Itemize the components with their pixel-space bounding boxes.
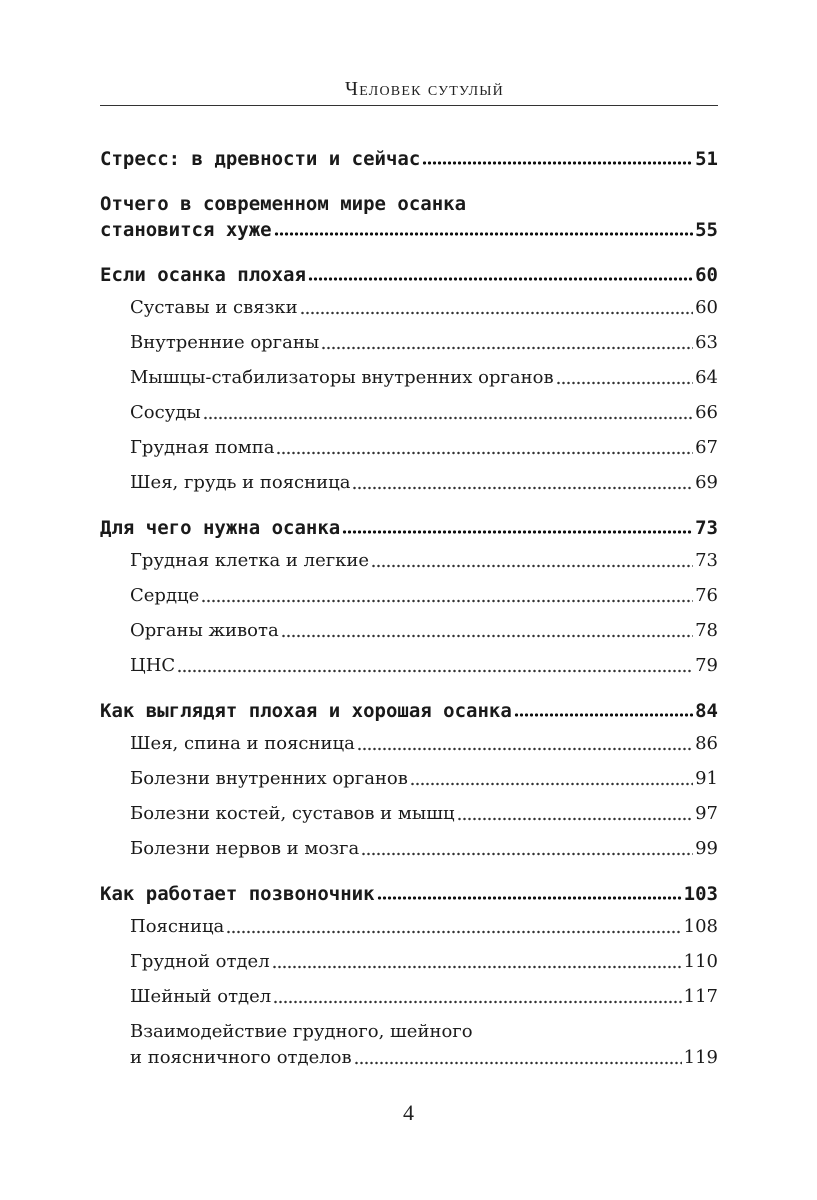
dot-leader (352, 486, 693, 490)
toc-entry-page: 64 (695, 367, 718, 388)
dot-leader (276, 451, 693, 455)
toc-entry-page: 99 (695, 838, 718, 859)
toc-entry-page: 84 (695, 700, 718, 722)
toc-section-entry (100, 470, 718, 496)
toc-entry-title: Болезни костей, суставов и мышц (130, 803, 455, 824)
dot-leader (556, 381, 693, 385)
toc-entry-title: Грудная клетка и легкие (130, 550, 370, 571)
toc-entry-title: Сердце (130, 585, 200, 606)
toc-chapter-entry (100, 146, 718, 172)
toc-entry-page: 97 (695, 803, 718, 824)
toc-chapter-entry (100, 262, 718, 288)
table-of-contents (100, 140, 718, 1071)
toc-entry-title: Шея, грудь и поясница (130, 472, 351, 493)
toc-entry-title: Как выглядят плохая и хорошая осанка (100, 700, 512, 722)
toc-chapter-entry (100, 515, 718, 541)
toc-entry-title: Суставы и связки (130, 297, 298, 318)
dot-leader (272, 965, 682, 969)
toc-section-entry (100, 400, 718, 426)
toc-entry-line2 (100, 217, 718, 243)
toc-entry-line2 (100, 1045, 718, 1071)
toc-entry-page: 119 (683, 1047, 718, 1068)
toc-section-entry (100, 801, 718, 827)
toc-entry-title: Болезни нервов и мозга (130, 838, 360, 859)
toc-entry-page: 55 (695, 219, 718, 241)
toc-entry-page: 69 (695, 472, 718, 493)
running-title: Человек сутулый (345, 78, 504, 100)
dot-leader (201, 599, 693, 603)
toc-entry-page: 108 (683, 916, 718, 937)
dot-leader (321, 346, 693, 350)
toc-entry-page: 60 (695, 264, 718, 286)
running-head (100, 78, 718, 101)
toc-entry-page: 117 (683, 986, 718, 1007)
toc-section-entry (100, 653, 718, 679)
toc-entry-page: 73 (695, 517, 718, 539)
toc-entry-title: Шейный отдел (130, 986, 272, 1007)
toc-entry-title: Грудной отдел (130, 951, 270, 972)
toc-entry-page: 86 (695, 733, 718, 754)
toc-entry-page: 91 (695, 768, 718, 789)
toc-entry-page: 103 (683, 883, 718, 905)
toc-chapter-entry (100, 881, 718, 907)
page-number: 4 (403, 1100, 414, 1125)
toc-entry-title: Стресс: в древности и сейчас (100, 148, 421, 170)
toc-entry-title: Если осанка плохая (100, 264, 306, 286)
toc-entry-title: Сосуды (130, 402, 201, 423)
toc-entry-page: 51 (695, 148, 718, 170)
toc-section-entry (100, 435, 718, 461)
toc-entry-title: и поясничного отделов (130, 1047, 352, 1068)
dot-leader (281, 634, 693, 638)
toc-entry-title-line1: Взаимодействие грудного, шейного (130, 1021, 473, 1042)
dot-leader (410, 782, 693, 786)
dot-leader (377, 896, 682, 900)
dot-leader (514, 713, 693, 717)
toc-chapter-entry (100, 698, 718, 724)
toc-entry-page: 66 (695, 402, 718, 423)
toc-section-entry (100, 949, 718, 975)
toc-entry-title: Органы живота (130, 620, 279, 641)
toc-entry-page: 60 (695, 297, 718, 318)
toc-entry-page: 79 (695, 655, 718, 676)
dot-leader (300, 311, 693, 315)
dot-leader (357, 747, 693, 751)
dot-leader (457, 817, 694, 821)
toc-entry-title: Мышцы-стабилизаторы внутренних органов (130, 367, 554, 388)
dot-leader (342, 530, 693, 534)
toc-section-entry (100, 1019, 718, 1071)
dot-leader (354, 1061, 682, 1065)
dot-leader (308, 277, 693, 281)
toc-entry-page: 73 (695, 550, 718, 571)
header-rule (100, 105, 718, 106)
toc-section-entry (100, 548, 718, 574)
dot-leader (273, 1000, 681, 1004)
toc-entry-page: 110 (683, 951, 718, 972)
dot-leader (371, 564, 693, 568)
toc-section-entry (100, 984, 718, 1010)
toc-entry-title: Как работает позвоночник (100, 883, 375, 905)
dot-leader (226, 930, 681, 934)
toc-entry-page: 76 (695, 585, 718, 606)
toc-chapter-entry (100, 191, 718, 243)
toc-section-entry (100, 295, 718, 321)
toc-entry-title: Грудная помпа (130, 437, 275, 458)
toc-entry-title: Болезни внутренних органов (130, 768, 408, 789)
toc-section-entry (100, 766, 718, 792)
toc-section-entry (100, 836, 718, 862)
toc-section-entry (100, 618, 718, 644)
dot-leader (422, 161, 693, 165)
toc-section-entry (100, 731, 718, 757)
toc-entry-title: ЦНС (130, 655, 176, 676)
toc-entry-title: Шея, спина и поясница (130, 733, 355, 754)
dot-leader (361, 852, 693, 856)
dot-leader (274, 232, 694, 236)
toc-entry-title: становится хуже (100, 219, 272, 241)
toc-section-entry (100, 583, 718, 609)
toc-section-entry (100, 914, 718, 940)
toc-entry-title-line1: Отчего в современном мире осанка (100, 193, 467, 215)
toc-entry-page: 63 (695, 332, 718, 353)
toc-entry-title: Для чего нужна осанка (100, 517, 341, 539)
dot-leader (203, 416, 693, 420)
toc-entry-title: Внутренние органы (130, 332, 320, 353)
toc-entry-page: 78 (695, 620, 718, 641)
toc-entry-title: Поясница (130, 916, 225, 937)
toc-section-entry (100, 365, 718, 391)
toc-section-entry (100, 330, 718, 356)
toc-entry-page: 67 (695, 437, 718, 458)
dot-leader (177, 669, 693, 673)
